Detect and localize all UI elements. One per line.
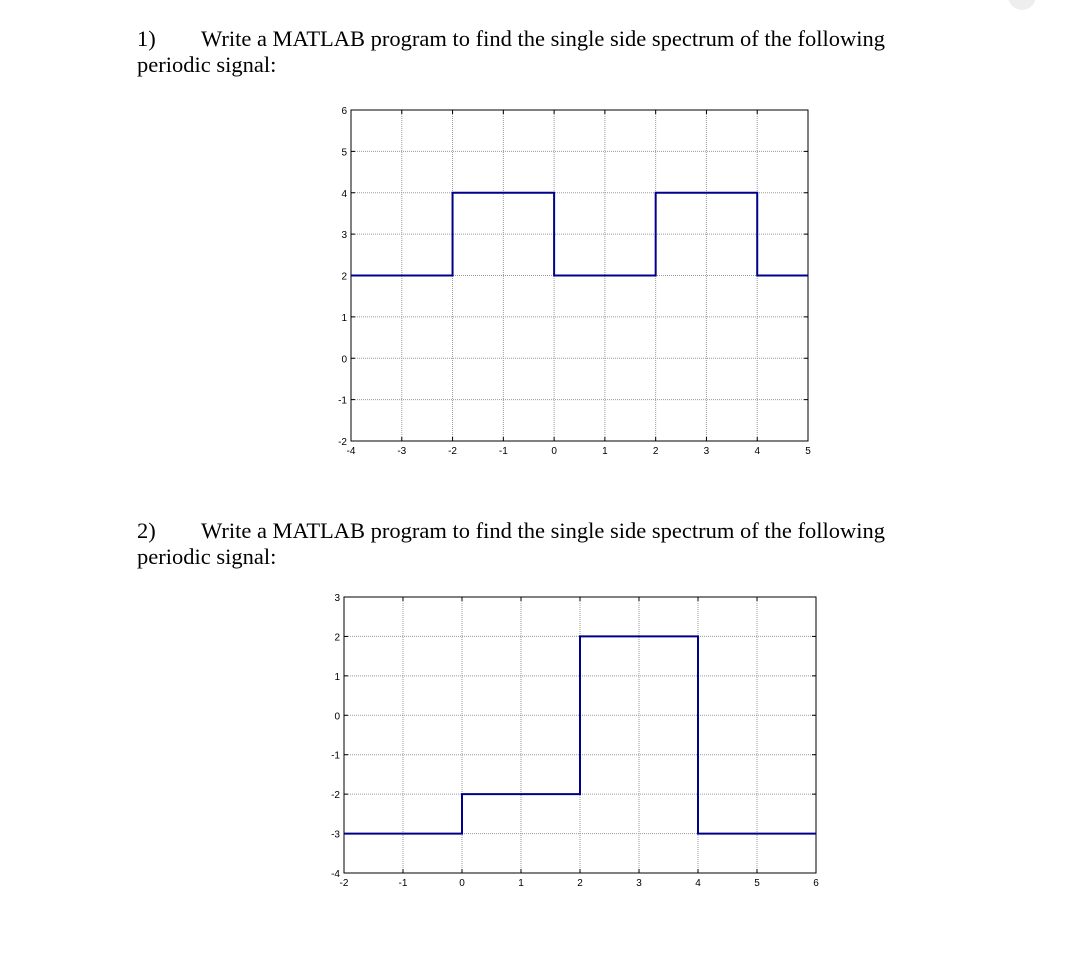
x-tick-label: 1 [602, 446, 608, 457]
x-tick-label: 2 [652, 446, 659, 457]
x-tick-label: 0 [551, 446, 557, 457]
x-tick-label: -4 [346, 446, 356, 457]
y-tick-label: 5 [341, 147, 347, 159]
y-tick-label: -1 [338, 395, 347, 407]
y-tick-label: -2 [331, 790, 340, 802]
x-tick-label: 1 [518, 878, 524, 889]
y-tick-label: 0 [334, 711, 340, 723]
x-tick-label: 5 [754, 878, 760, 889]
y-tick-label: 6 [341, 106, 347, 117]
y-tick-label: -1 [331, 750, 340, 762]
x-tick-label: -2 [339, 878, 349, 889]
y-tick-label: -2 [338, 437, 347, 448]
question-1-number: 1) [137, 26, 156, 51]
y-tick-label: 0 [341, 354, 347, 366]
x-tick-label: 6 [813, 878, 819, 889]
question-1-text-line1: Write a MATLAB program to find the single side spectrum of the following [201, 26, 885, 51]
x-tick-label: 4 [695, 878, 701, 889]
x-tick-label: -1 [398, 878, 408, 889]
y-tick-label: -3 [331, 829, 340, 841]
question-2-number: 2) [137, 518, 156, 543]
y-tick-label: 3 [334, 593, 340, 604]
y-tick-label: 4 [341, 188, 347, 200]
x-tick-label: -3 [397, 446, 407, 457]
x-tick-label: 5 [805, 446, 811, 457]
y-tick-label: 1 [341, 312, 347, 324]
x-tick-label: -1 [498, 446, 508, 457]
question-2-text-line1: Write a MATLAB program to find the single side spectrum of the following [201, 518, 885, 543]
y-tick-label: -4 [331, 869, 340, 880]
x-tick-label: 0 [459, 878, 465, 889]
x-tick-label: 3 [636, 878, 642, 889]
y-tick-label: 1 [334, 671, 340, 683]
question-1-text-line2: periodic signal: [137, 52, 277, 77]
y-tick-label: 2 [334, 632, 340, 644]
x-tick-label: 4 [754, 446, 761, 457]
x-tick-label: -2 [448, 446, 458, 457]
y-tick-label: 3 [341, 230, 347, 242]
y-tick-label: 2 [341, 271, 347, 283]
question-2-text-line2: periodic signal: [137, 544, 277, 569]
x-tick-label: 3 [703, 446, 710, 457]
x-tick-label: 2 [577, 878, 583, 889]
